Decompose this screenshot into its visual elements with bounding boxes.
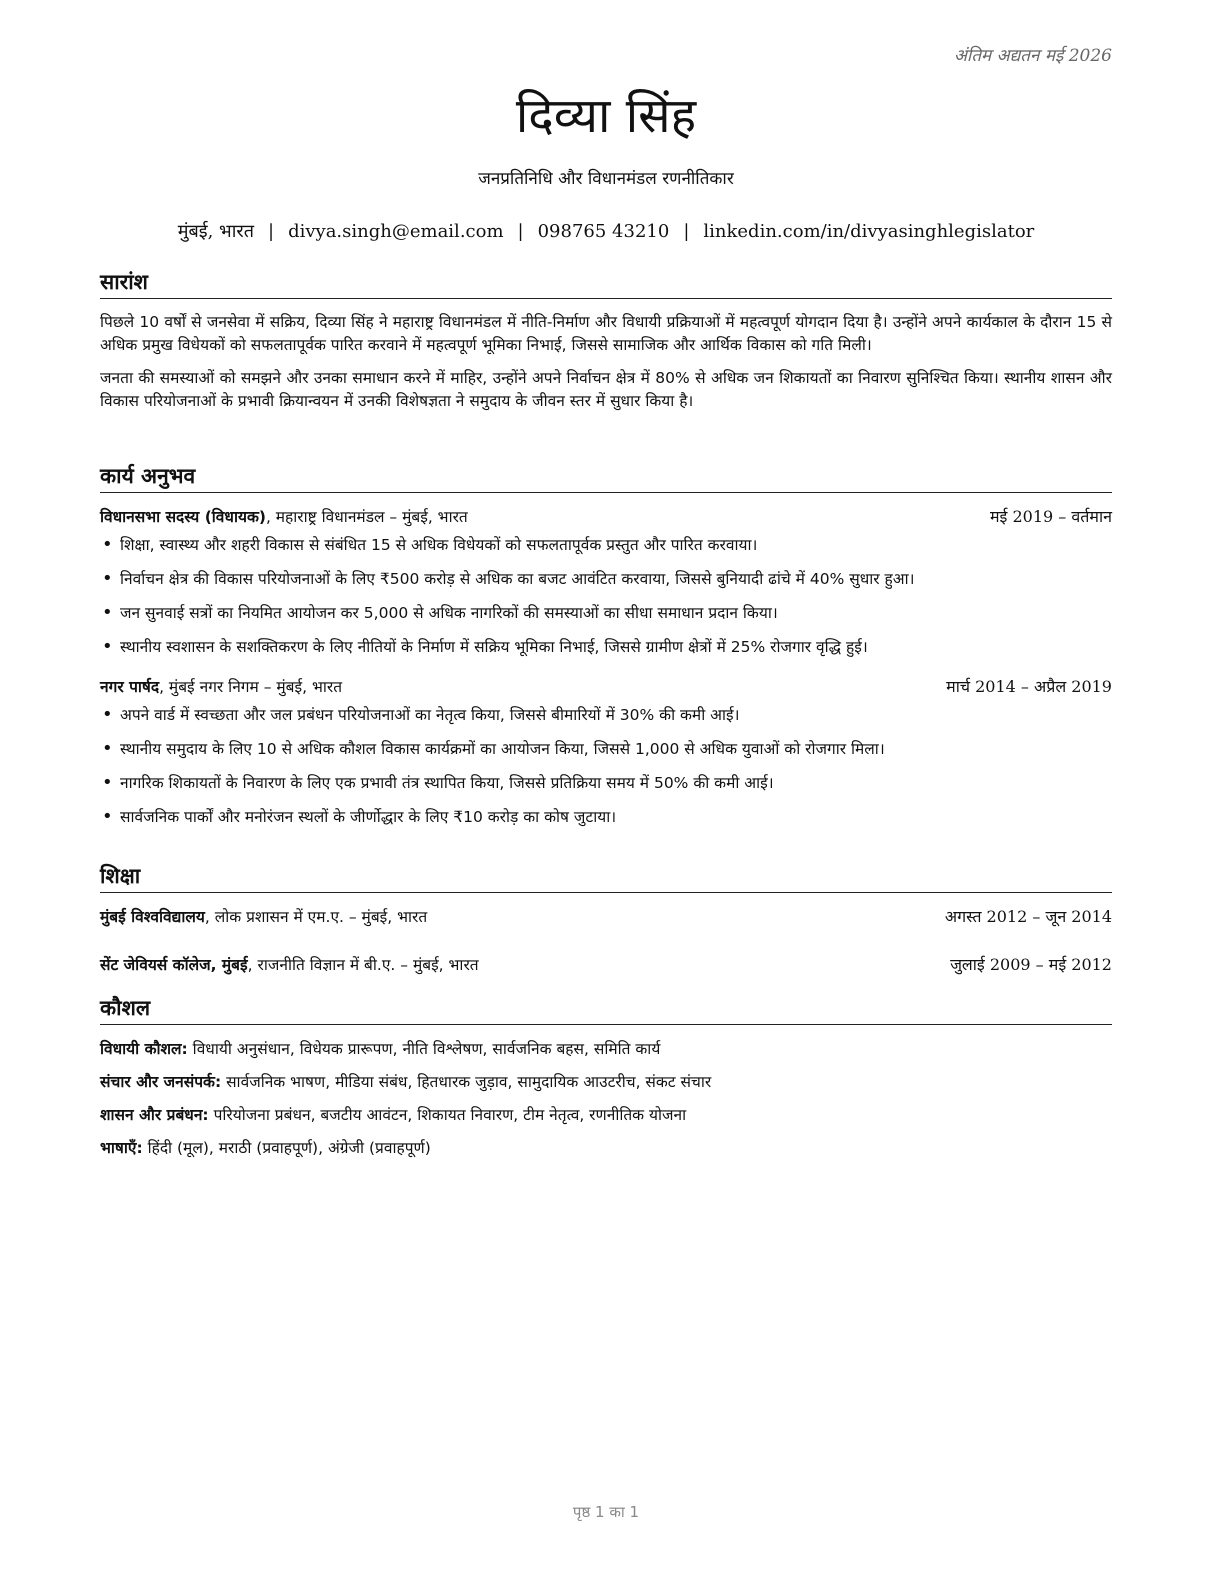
- skills-section: [100, 994, 1112, 1169]
- contact-phone[interactable]: 098765 43210: [537, 221, 670, 242]
- job-bullet: • शिक्षा, स्वास्थ्य और शहरी विकास से संबंधित 15 से अधिक विधेयकों को सफलतापूर्वक प्रस्तुत और पारित करवाया।: [100, 533, 1112, 557]
- contact-separator: |: [268, 221, 275, 242]
- contact-email[interactable]: divya.singh@email.com: [288, 221, 504, 242]
- skill-row: [100, 1103, 1112, 1127]
- skill-value: विधायी अनुसंधान, विधेयक प्रारूपण, नीति विश्लेषण, सार्वजनिक बहस, समिति कार्य: [187, 1040, 661, 1058]
- education-date: अगस्त 2012 – जून 2014: [944, 907, 1112, 926]
- job-bullet: • अपने वार्ड में स्वच्छता और जल प्रबंधन परियोजनाओं का नेतृत्व किया, जिससे बीमारियों में 30% की कमी आई।: [100, 703, 1112, 727]
- skill-row: [100, 1070, 1112, 1094]
- job-entry: [100, 505, 1112, 659]
- skill-value: हिंदी (मूल), मराठी (प्रवाहपूर्ण), अंग्रेजी (प्रवाहपूर्ण): [142, 1139, 431, 1157]
- summary-section: [100, 268, 1112, 423]
- job-bullets: [100, 533, 1112, 659]
- education-detail: , लोक प्रशासन में एम.ए. – मुंबई, भारत: [204, 908, 428, 926]
- contact-location: मुंबई, भारत: [177, 221, 254, 242]
- summary-paragraph: जनता की समस्याओं को समझने और उनका समाधान करने में माहिर, उन्होंने अपने निर्वाचन क्षेत्र में 80% से अधिक जन शिकायतों का निवारण सुनिश्चित किया। स्थानीय शासन और विकास परियोजनाओं के प्रभावी क्रियान्वयन में उनकी विशेषज्ञता ने समुदाय के जीवन स्तर में सुधार किया है।: [100, 369, 1112, 410]
- skill-label: विधायी कौशल:: [100, 1040, 188, 1058]
- job-bullet: • स्थानीय स्वशासन के सशक्तिकरण के लिए नीतियों के निर्माण में सक्रिय भूमिका निभाई, जिससे ग्रामीण क्षेत्रों में 25% रोजगार वृद्धि हुई।: [100, 635, 1112, 659]
- candidate-name: दिव्या सिंह: [515, 88, 697, 144]
- job-org: , महाराष्ट्र विधानमंडल – मुंबई, भारत: [265, 508, 468, 526]
- resume-page: [100, 0, 1112, 1584]
- education-school: सेंट जेवियर्स कॉलेज, मुंबई: [100, 956, 248, 974]
- contact-line: [100, 219, 1112, 243]
- job-entry: [100, 675, 1112, 829]
- job-bullet: • स्थानीय समुदाय के लिए 10 से अधिक कौशल विकास कार्यक्रमों का आयोजन किया, जिससे 1,000 से अधिक युवाओं को रोजगार मिला।: [100, 737, 1112, 761]
- section-title-skills: कौशल: [100, 994, 1112, 1025]
- last-updated: अंतिम अद्यतन मई 2026: [953, 46, 1112, 66]
- section-title-education: शिक्षा: [100, 862, 1112, 893]
- job-role: विधानसभा सदस्य (विधायक): [100, 508, 266, 526]
- education-section: [100, 862, 1112, 977]
- job-header: [100, 505, 1112, 529]
- section-title-summary: सारांश: [100, 268, 1112, 299]
- skill-label: शासन और प्रबंधन:: [100, 1106, 209, 1124]
- job-bullet: • जन सुनवाई सत्रों का नियमित आयोजन कर 5,000 से अधिक नागरिकों की समस्याओं का सीधा समाधान प्रदान किया।: [100, 601, 1112, 625]
- education-entry: [100, 953, 1112, 977]
- skill-label: भाषाएँ:: [100, 1139, 143, 1157]
- contact-separator: |: [517, 221, 524, 242]
- education-date: जुलाई 2009 – मई 2012: [950, 955, 1112, 974]
- contact-separator: |: [683, 221, 690, 242]
- job-header: [100, 675, 1112, 699]
- contact-linkedin[interactable]: linkedin.com/in/divyasinghlegislator: [703, 221, 1035, 242]
- skill-value: सार्वजनिक भाषण, मीडिया संबंध, हितधारक जुड़ाव, सामुदायिक आउटरीच, संकट संचार: [221, 1073, 712, 1091]
- skill-row: [100, 1037, 1112, 1061]
- summary-paragraph: पिछले 10 वर्षों से जनसेवा में सक्रिय, दिव्या सिंह ने महाराष्ट्र विधानमंडल में नीति-निर्माण और विधायी प्रक्रियाओं में महत्वपूर्ण योगदान दिया है। उन्होंने अपने कार्यकाल के दौरान 15 से अधिक प्रमुख विधेयकों को सफलतापूर्वक पारित करवाने में महत्वपूर्ण भूमिका निभाई, जिससे सामाजिक और आर्थिक विकास को गति मिली।: [100, 313, 1112, 354]
- skill-row: [100, 1136, 1112, 1160]
- education-school: मुंबई विश्वविद्यालय: [100, 908, 205, 926]
- education-detail: , राजनीति विज्ञान में बी.ए. – मुंबई, भारत: [247, 956, 479, 974]
- job-org: , मुंबई नगर निगम – मुंबई, भारत: [159, 678, 343, 696]
- job-date: मार्च 2014 – अप्रैल 2019: [946, 677, 1112, 696]
- job-role: नगर पार्षद: [100, 678, 160, 696]
- job-bullet: • सार्वजनिक पार्कों और मनोरंजन स्थलों के जीर्णोद्धार के लिए ₹10 करोड़ का कोष जुटाया।: [100, 805, 1112, 829]
- tagline: जनप्रतिनिधि और विधानमंडल रणनीतिकार: [478, 169, 734, 189]
- education-entry: [100, 905, 1112, 929]
- page-number: पृष्ठ 1 का 1: [572, 1503, 640, 1521]
- skill-label: संचार और जनसंपर्क:: [100, 1073, 222, 1091]
- skill-value: परियोजना प्रबंधन, बजटीय आवंटन, शिकायत निवारण, टीम नेतृत्व, रणनीतिक योजना: [208, 1106, 687, 1124]
- job-bullet: • नागरिक शिकायतों के निवारण के लिए एक प्रभावी तंत्र स्थापित किया, जिससे प्रतिक्रिया समय में 50% की कमी आई।: [100, 771, 1112, 795]
- job-bullets: [100, 703, 1112, 829]
- section-title-experience: कार्य अनुभव: [100, 462, 1112, 493]
- job-date: मई 2019 – वर्तमान: [989, 507, 1112, 526]
- job-bullet: • निर्वाचन क्षेत्र की विकास परियोजनाओं के लिए ₹500 करोड़ से अधिक का बजट आवंटित करवाया, जिससे बुनियादी ढांचे में 40% सुधार हुआ।: [100, 567, 1112, 591]
- experience-section: [100, 462, 1112, 839]
